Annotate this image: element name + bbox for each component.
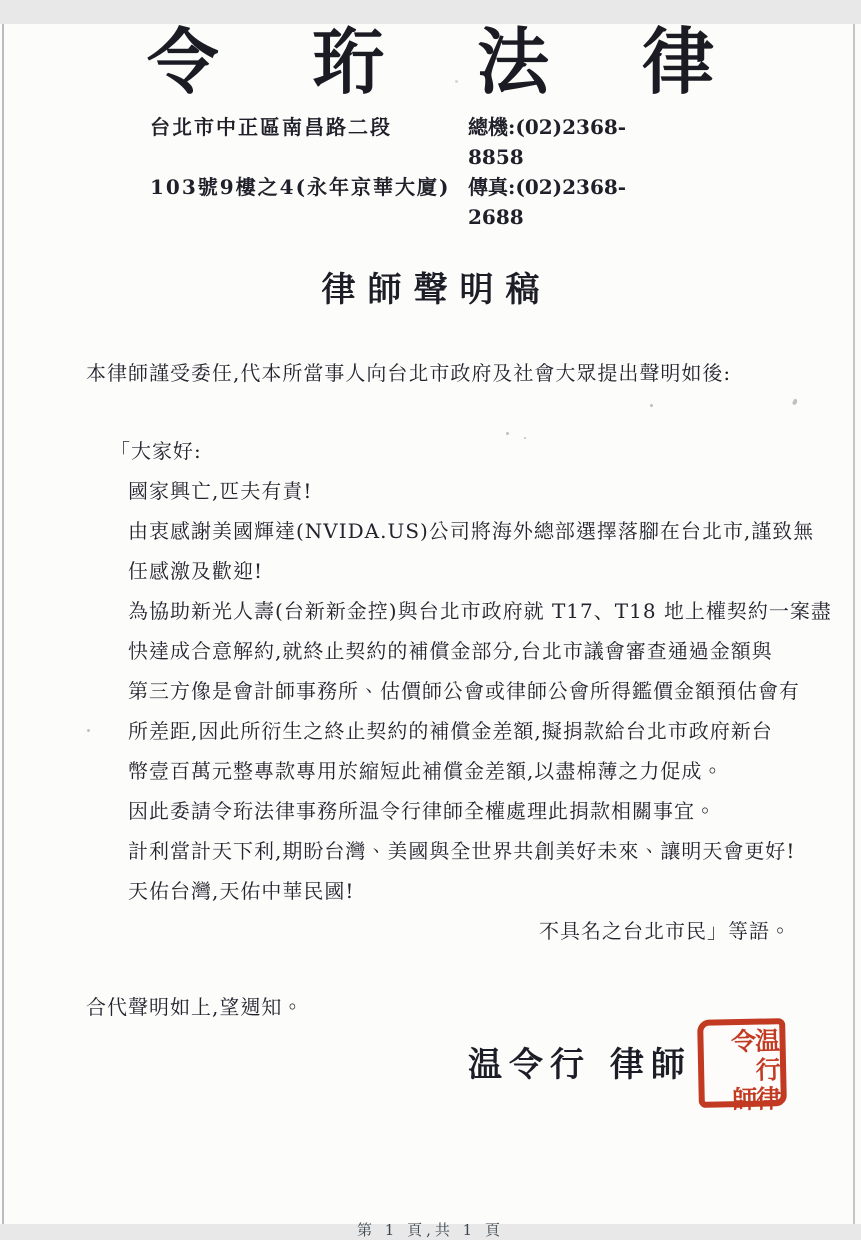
page-number: 第 1 頁,共 1 頁 (357, 1221, 504, 1239)
seal-text (705, 1027, 783, 1116)
seal-column: 律師 (728, 1085, 783, 1116)
statement-line: 為協助新光人壽(台新新金控)與台北市政府就 T17、T18 地上權契約一案盡 (128, 599, 832, 623)
quoted-statement-block (110, 431, 861, 911)
address-line-1: 台北市中正區南昌路二段 (150, 115, 392, 139)
fax-number: 傳真:(02)2368-2688 (468, 175, 627, 229)
closing-line: 合代聲明如上,望週知。 (86, 995, 304, 1019)
lawyer-seal-stamp (697, 1018, 787, 1116)
scan-speck (87, 729, 90, 732)
scan-speck (650, 404, 653, 407)
scan-speck (524, 437, 526, 439)
statement-line: 計利當計天下利,期盼台灣、美國與全世界共創美好未來、讓明天會更好! (128, 839, 796, 863)
statement-line: 國家興亡,匹夫有責! (128, 479, 313, 503)
statement-line: 因此委請令珩法律事務所温令行律師全權處理此捐款相關事宜。 (128, 799, 716, 823)
statement-line: 第三方像是會計師事務所、估價師公會或律師公會所得鑑價金額預估會有 (128, 679, 800, 703)
letterhead-contact-block (150, 112, 670, 232)
seal-column: 温令 (727, 1027, 781, 1058)
firm-name-calligraphy: 令 珩 法 律 (146, 19, 749, 104)
seal-column: 行 (751, 1056, 782, 1086)
address-row (150, 112, 670, 172)
scan-speck (506, 432, 509, 435)
statement-line: 由衷感謝美國輝達(NVIDA.US)公司將海外總部選擇落腳在台北市,謹致無 (128, 519, 815, 543)
lawyer-signature: 温令行 律師 (468, 1045, 692, 1085)
statement-line: 幣壹百萬元整專款專用於縮短此補償金差額,以盡棉薄之力促成。 (128, 759, 724, 783)
scan-speck (792, 398, 798, 405)
quote-attribution: 不具名之台北市民」等語。 (539, 919, 791, 943)
switchboard-number: 總機:(02)2368-8858 (468, 115, 627, 169)
address-line-2: 103號9樓之4(永年京華大廈) (150, 175, 451, 199)
signature-row (0, 1021, 861, 1141)
address-row (150, 172, 670, 232)
scan-speck (455, 80, 458, 83)
intro-paragraph: 本律師謹受委任,代本所當事人向台北市政府及社會大眾提出聲明如後: (86, 361, 732, 385)
scanned-letter-page (0, 19, 861, 1239)
statement-line: 「大家好: (110, 439, 202, 463)
statement-line: 快達成合意解約,就終止契約的補償金部分,台北市議會審查通過金額與 (128, 639, 773, 663)
statement-line: 天佑台灣,天佑中華民國! (128, 879, 355, 903)
statement-line: 任感激及歡迎! (128, 559, 264, 583)
statement-title: 律師聲明稿 (321, 270, 552, 310)
statement-line: 所差距,因此所衍生之終止契約的補償金差額,擬捐款給台北市政府新台 (128, 719, 773, 743)
